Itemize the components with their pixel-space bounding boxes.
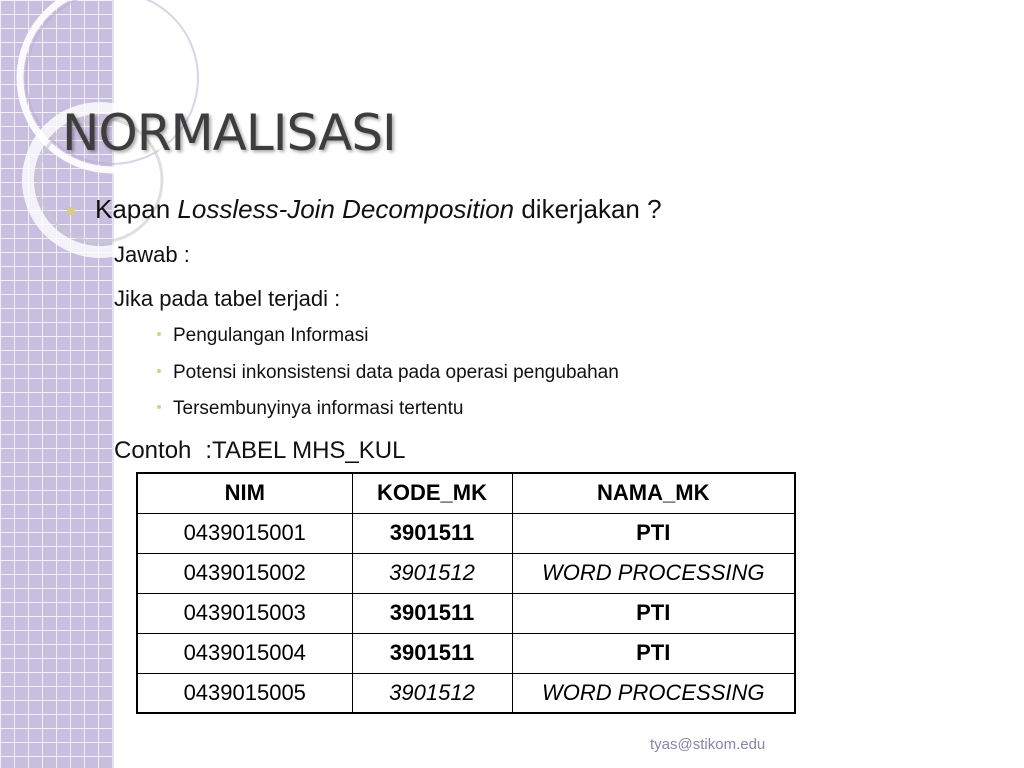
condition-item — [173, 362, 619, 384]
cell-kode-mk: 3901511 — [352, 513, 512, 553]
cell-kode-mk: 3901511 — [352, 633, 512, 673]
cell-nim: 0439015004 — [137, 633, 352, 673]
header-nim: NIM — [137, 473, 352, 513]
question-suffix: dikerjakan ? — [514, 194, 662, 224]
cell-nama-mk: PTI — [512, 633, 795, 673]
question-prefix: Kapan — [95, 194, 178, 224]
example-label: Contoh — [114, 437, 192, 464]
cell-nama-mk: WORD PROCESSING — [512, 553, 795, 593]
cell-nim: 0439015003 — [137, 593, 352, 633]
table-header-row — [137, 473, 795, 513]
header-kode-mk: KODE_MK — [352, 473, 512, 513]
slide-title: NORMALISASI — [62, 104, 396, 162]
condition-item — [173, 398, 463, 420]
condition-text: Pengulangan Informasi — [173, 325, 369, 346]
example-line — [114, 437, 405, 465]
mhs-kul-table — [136, 472, 796, 714]
condition-item — [173, 325, 368, 347]
answer-label: Jawab : — [114, 242, 190, 267]
cell-nama-mk: WORD PROCESSING — [512, 673, 795, 713]
sub-bullet-icon — [157, 332, 161, 336]
question-line — [95, 194, 662, 225]
cell-nama-mk: PTI — [512, 513, 795, 553]
sub-bullet-icon — [157, 405, 161, 409]
sub-bullet-icon — [157, 369, 161, 373]
cell-kode-mk: 3901512 — [352, 553, 512, 593]
cell-nim: 0439015002 — [137, 553, 352, 593]
condition-text: Tersembunyinya informasi tertentu — [173, 398, 464, 419]
cell-nim: 0439015005 — [137, 673, 352, 713]
question-emphasis: Lossless-Join Decomposition — [177, 194, 515, 224]
table-row — [137, 673, 795, 713]
bullet-icon — [67, 207, 75, 215]
cell-nim: 0439015001 — [137, 513, 352, 553]
example-value: :TABEL MHS_KUL — [205, 437, 406, 464]
cell-nama-mk: PTI — [512, 593, 795, 633]
cell-kode-mk: 3901511 — [352, 593, 512, 633]
table-row — [137, 593, 795, 633]
condition-text: Potensi inkonsistensi data pada operasi pengubahan — [173, 362, 619, 383]
table-row — [137, 633, 795, 673]
table-row — [137, 513, 795, 553]
header-nama-mk: NAMA_MK — [512, 473, 795, 513]
cell-kode-mk: 3901512 — [352, 673, 512, 713]
table-row — [137, 553, 795, 593]
footer-email: tyas@stikom.edu — [650, 736, 766, 753]
condition-intro: Jika pada tabel terjadi : — [114, 286, 341, 311]
